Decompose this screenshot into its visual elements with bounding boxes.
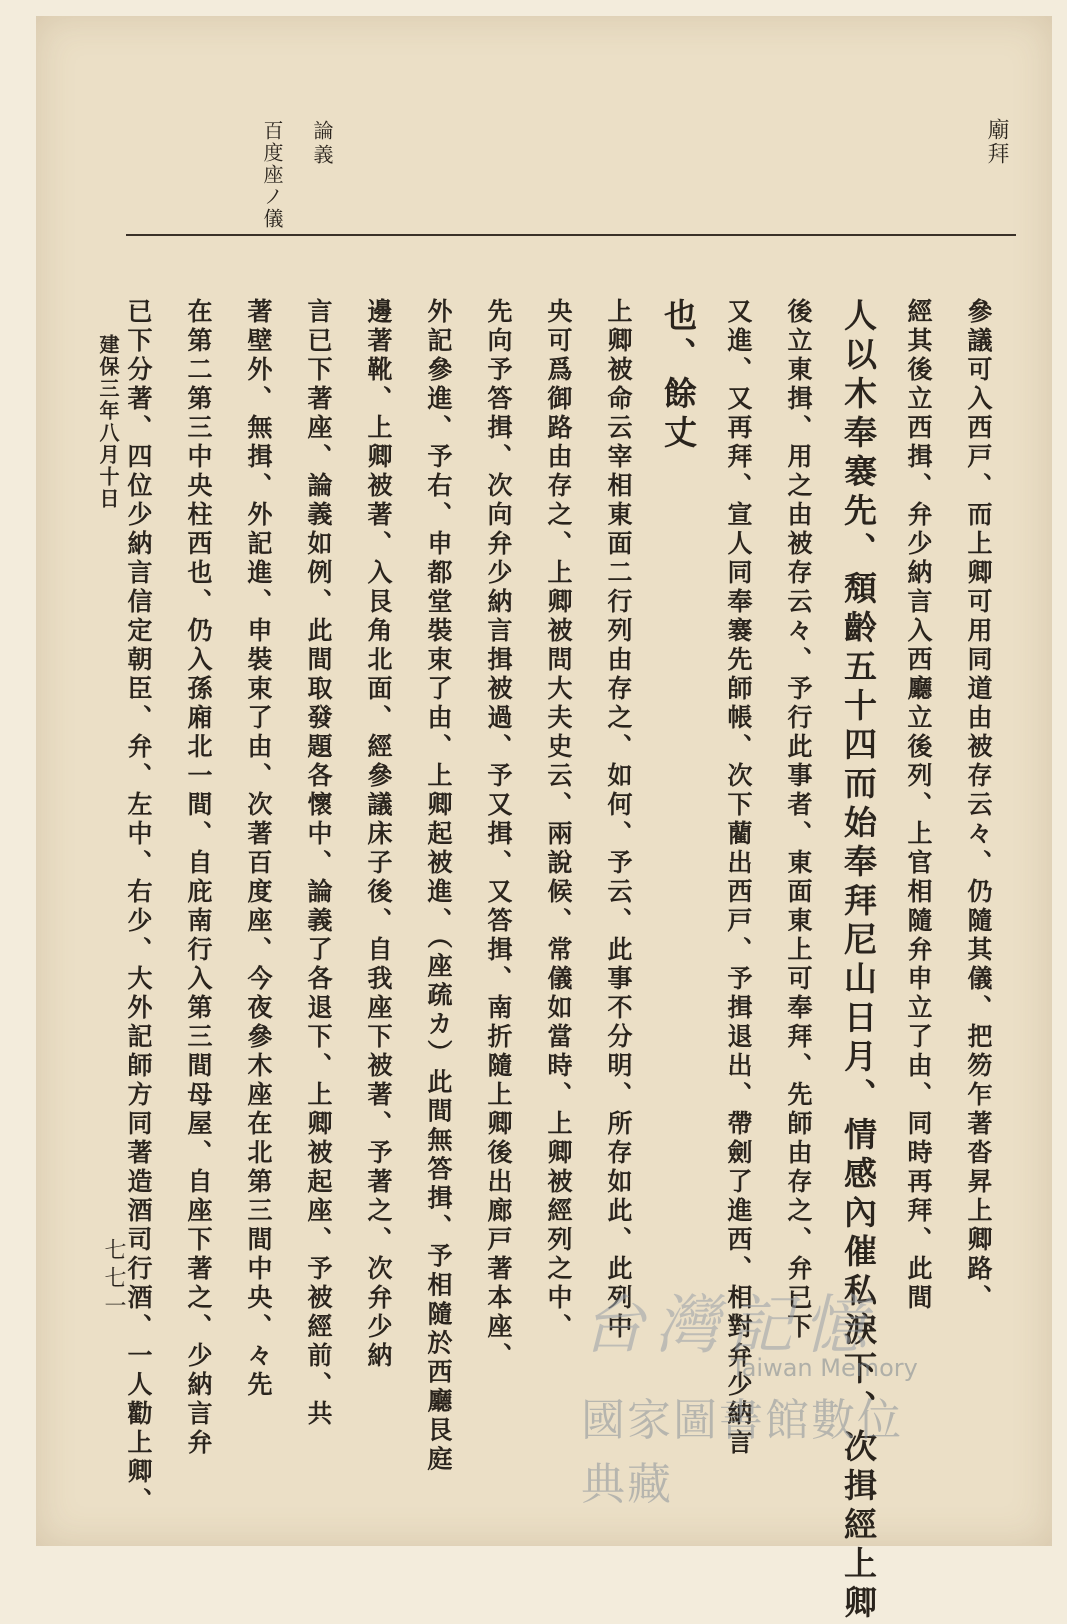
text-column: 央可爲御路由存之、上卿被問大夫史云、兩說候、常儀如當時、上卿被經列之中、 [544, 298, 573, 1342]
document-page [36, 16, 1052, 1624]
text-column: 言已下著座、論義如例、此間取發題各懷中、論義了各退下、上卿被起座、予被經前、共 [304, 298, 333, 1429]
running-header: 廟拜 [984, 118, 1009, 166]
watermark-title: 台灣記憶 [581, 1289, 877, 1363]
text-column: 上卿被命云宰相東面二行列由存之、如何、予云、此事不分明、所存如此、此列中 [604, 298, 633, 1342]
text-column: 後立東揖、用之由被存云々、予行此事者、東面東上可奉拜、先師由存之、弁已下 [784, 298, 813, 1342]
text-column: 又進、又再拜、宣人同奉褰先師帳、次下藺出西戸、予揖退出、帶劍了進西、相對弁少納言 [724, 298, 753, 1458]
margin-note-1: 論義 [310, 120, 334, 168]
text-column: 著壁外、無揖、外記進、申裝束了由、次著百度座、今夜參木座在北第三間中央、々先 [244, 298, 273, 1400]
text-column: 已下分著、四位少納言信定朝臣、弁、左中、右少、大外記師方同著造酒司行酒、一人勸上卿、 [124, 298, 153, 1516]
text-column: 在第二第三中央柱西也、仍入孫廂北一間、自庇南行入第三間母屋、自座下著之、少納言弁 [184, 298, 213, 1458]
watermark-english: Taiwan Memory [731, 1354, 918, 1382]
text-column: 也、餘丈 [659, 298, 698, 454]
text-column: 人以木奉褰先、頽齡五十四而始奉拜尼山日月、情感內催私淚下、次揖經上卿 [839, 298, 878, 1624]
margin-note-2: 百度座ノ儀 [260, 120, 284, 230]
text-column: 邊著靴、上卿被著、入艮角北面、經參議床子後、自我座下被著、予著之、次弁少納 [364, 298, 393, 1371]
watermark-subtitle: 國家圖書館數位典藏 [581, 1395, 903, 1510]
text-column: 外記參進、予右、申都堂裝束了由、上卿起被進、（座疏カ）此間無答揖、予相隨於西廳艮庭 [424, 298, 453, 1475]
date-footer: 建保三年八月十日 [96, 334, 120, 510]
page-number: 七七一 [101, 1238, 126, 1322]
header-rule [126, 234, 1016, 236]
text-column: 經其後立西揖、弁少納言入西廳立後列、上官相隨弁申立了由、同時再拜、此間 [904, 298, 933, 1313]
watermark-logo [581, 1274, 941, 1510]
text-column: 先向予答揖、次向弁少納言揖被過、予又揖、又答揖、南折隨上卿後出廊戸著本座、 [484, 298, 513, 1371]
text-column: 參議可入西戸、而上卿可用同道由被存云々、仍隨其儀、把笏乍著沓昇上卿路、 [964, 298, 993, 1313]
